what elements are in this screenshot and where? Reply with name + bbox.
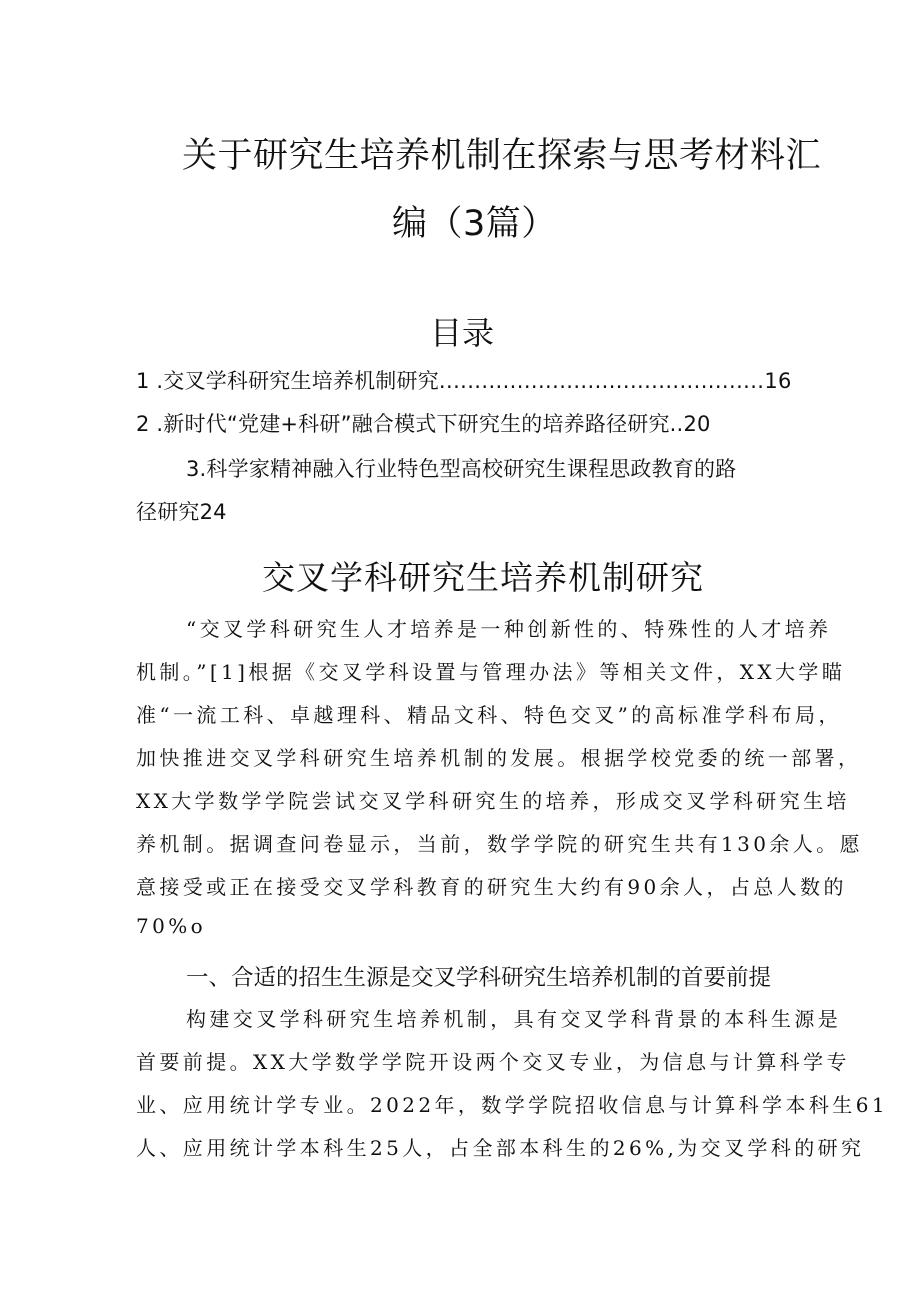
toc-entry-continuation[interactable]: 径研究24: [136, 500, 227, 524]
document-title-line-1: 关于研究生培养机制在探索与思考材料汇: [182, 136, 822, 176]
paragraph-line: 加快推进交叉学科研究生培养机制的发展。根据学校党委的统一部署，: [136, 746, 862, 770]
toc-entry-title: 2 .新时代“党建+科研”融合模式下研究生的培养路径研究: [136, 412, 670, 436]
toc-entry-page: 16: [764, 369, 792, 393]
toc-entry[interactable]: [136, 365, 792, 395]
toc-entry-leader: ..............................................: [438, 369, 765, 393]
section-heading: 一、合适的招生生源是交叉学科研究生培养机制的首要前提: [186, 965, 772, 991]
toc-entry[interactable]: [186, 453, 736, 483]
toc-entry-title: 3.科学家精神融入行业特色型高校研究生课程思政教育的路: [186, 457, 737, 481]
paragraph-line: “交叉学科研究生人才培养是一种创新性的、特殊性的人才培养: [186, 617, 832, 641]
paragraph-line: 机制。”[1]根据《交叉学科设置与管理办法》等相关文件，XX大学瞄: [136, 660, 846, 684]
paragraph-line: 准“一流工科、卓越理科、精品文科、特色交叉”的高标准学科布局，: [136, 703, 842, 727]
toc-entry-page: 20: [683, 412, 711, 436]
paragraph-line: XX大学数学学院尝试交叉学科研究生的培养，形成交叉学科研究生培: [136, 789, 850, 813]
paragraph-line: 70%o: [136, 914, 207, 938]
toc-entry-leader: ..: [669, 412, 684, 436]
paragraph-line: 意接受或正在接受交叉学科教育的研究生大约有90余人，占总人数的: [136, 875, 847, 899]
document-title-line-2: 编（3篇）: [392, 204, 557, 244]
paragraph-line: 养机制。据调查问卷显示，当前，数学学院的研究生共有130余人。愿: [136, 832, 863, 856]
paragraph-line: 业、应用统计学专业。2022年，数学学院招收信息与计算科学本科生61: [136, 1093, 888, 1117]
paragraph-line: 人、应用统计学本科生25人，占全部本科生的26%,为交叉学科的研究: [136, 1136, 865, 1160]
toc-heading: 目录: [430, 314, 495, 352]
toc-entry[interactable]: [136, 408, 711, 438]
paragraph-line: 首要前提。XX大学数学学院开设两个交叉专业，为信息与计算科学专: [136, 1050, 850, 1074]
paragraph-line: 构建交叉学科研究生培养机制，具有交叉学科背景的本科生源是: [186, 1007, 842, 1031]
article-title: 交叉学科研究生培养机制研究: [262, 558, 704, 597]
toc-entry-title: 1 .交叉学科研究生培养机制研究: [136, 369, 439, 393]
